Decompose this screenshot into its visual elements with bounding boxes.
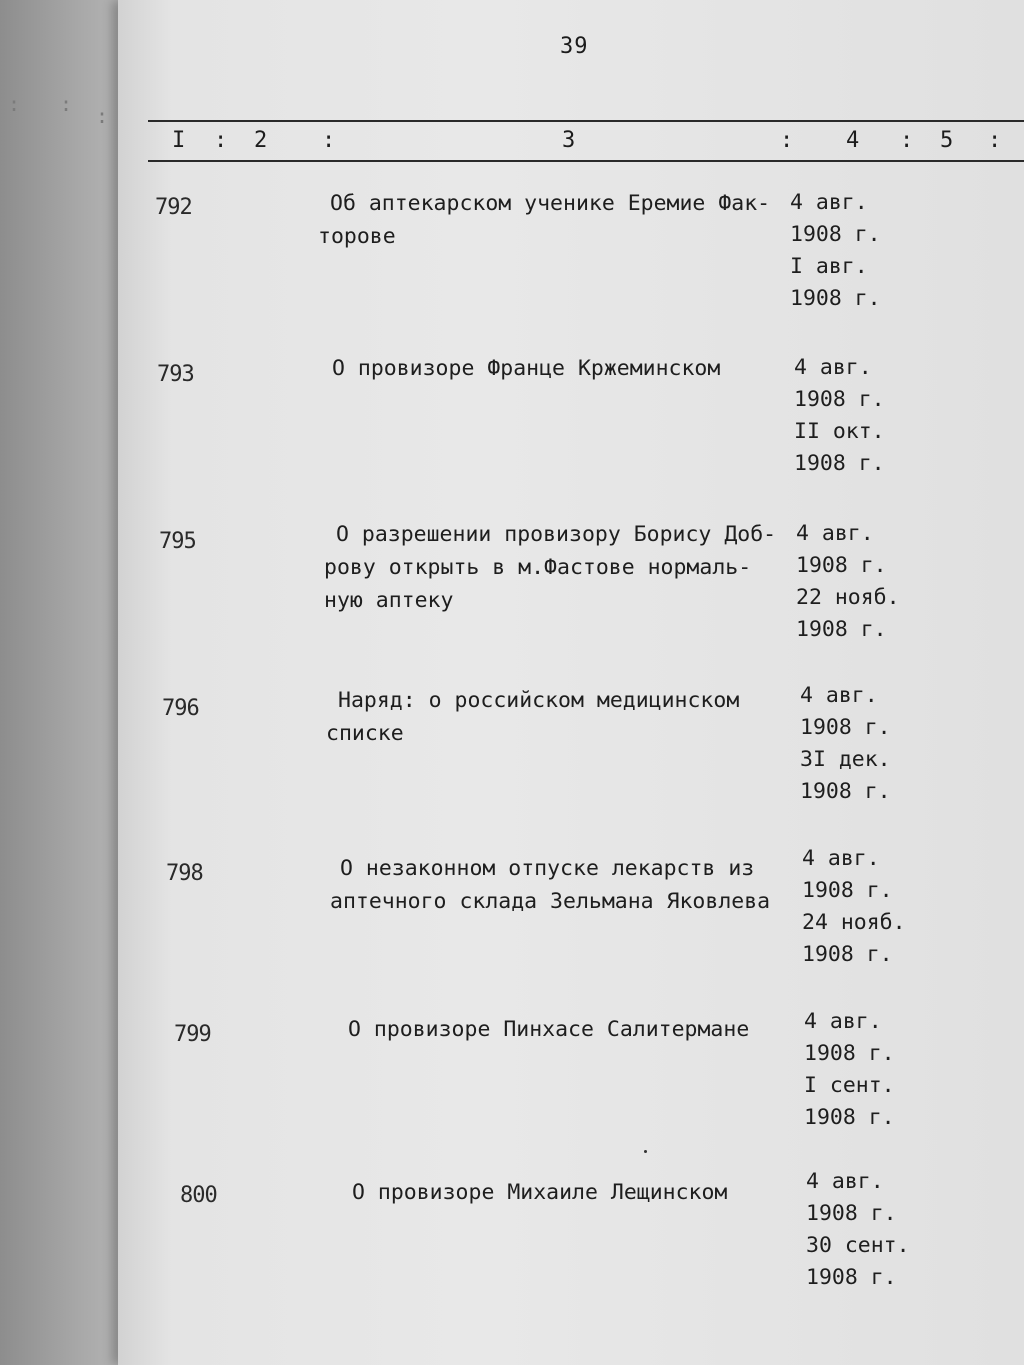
- column-header-3: 3: [562, 128, 576, 153]
- record-dates: 4 авг. 1908 г. 24 нояб. 1908 г.: [802, 846, 906, 967]
- record-dates: 4 авг. 1908 г. 3I дек. 1908 г.: [800, 683, 891, 804]
- record-number: 798: [166, 861, 203, 886]
- column-separator: :: [780, 128, 794, 153]
- record-number: 793: [157, 362, 194, 387]
- record-title: Наряд: о российском медицинском списке: [326, 688, 740, 746]
- facing-page-mark: :: [8, 92, 21, 116]
- record-title: О провизоре Франце Кржеминском: [332, 356, 721, 381]
- column-header-1: I: [172, 128, 186, 153]
- record-dates: 4 авг. 1908 г. I авг. 1908 г.: [790, 190, 881, 311]
- record-dates: 4 авг. 1908 г. 22 нояб. 1908 г.: [796, 521, 900, 642]
- record-title: О незаконном отпуске лекарств из аптечного склада Зельмана Яковлева: [330, 856, 771, 914]
- record-title: О провизоре Михаиле Лещинском: [352, 1180, 728, 1205]
- record-number: 799: [174, 1022, 211, 1047]
- column-separator: :: [900, 128, 914, 153]
- header-rule-top: [148, 120, 1024, 122]
- ink-speck: [644, 1150, 647, 1153]
- facing-page-mark: :: [96, 104, 109, 128]
- column-separator: :: [214, 128, 228, 153]
- record-number: 795: [159, 529, 196, 554]
- record-title: О провизоре Пинхасе Салитермане: [348, 1017, 750, 1042]
- column-header-2: 2: [254, 128, 268, 153]
- facing-page-mark: :: [60, 92, 73, 116]
- column-header-5: 5: [940, 128, 954, 153]
- record-title: Об аптекарском ученике Еремие Фак- торове: [318, 191, 771, 249]
- column-separator: :: [988, 128, 1002, 153]
- record-title: О разрешении провизору Борису Доб- рову открыть в м.Фастове нормаль- ную аптеку: [324, 522, 777, 613]
- page-number: 39: [560, 34, 589, 59]
- record-number: 800: [180, 1183, 217, 1208]
- record-dates: 4 авг. 1908 г. II окт. 1908 г.: [794, 355, 885, 476]
- header-rule-bottom: [148, 160, 1024, 162]
- record-number: 796: [162, 696, 199, 721]
- column-header-4: 4: [846, 128, 860, 153]
- record-dates: 4 авг. 1908 г. 30 сент. 1908 г.: [806, 1169, 910, 1290]
- record-number: 792: [155, 195, 192, 220]
- column-separator: :: [322, 128, 336, 153]
- record-dates: 4 авг. 1908 г. I сент. 1908 г.: [804, 1009, 895, 1130]
